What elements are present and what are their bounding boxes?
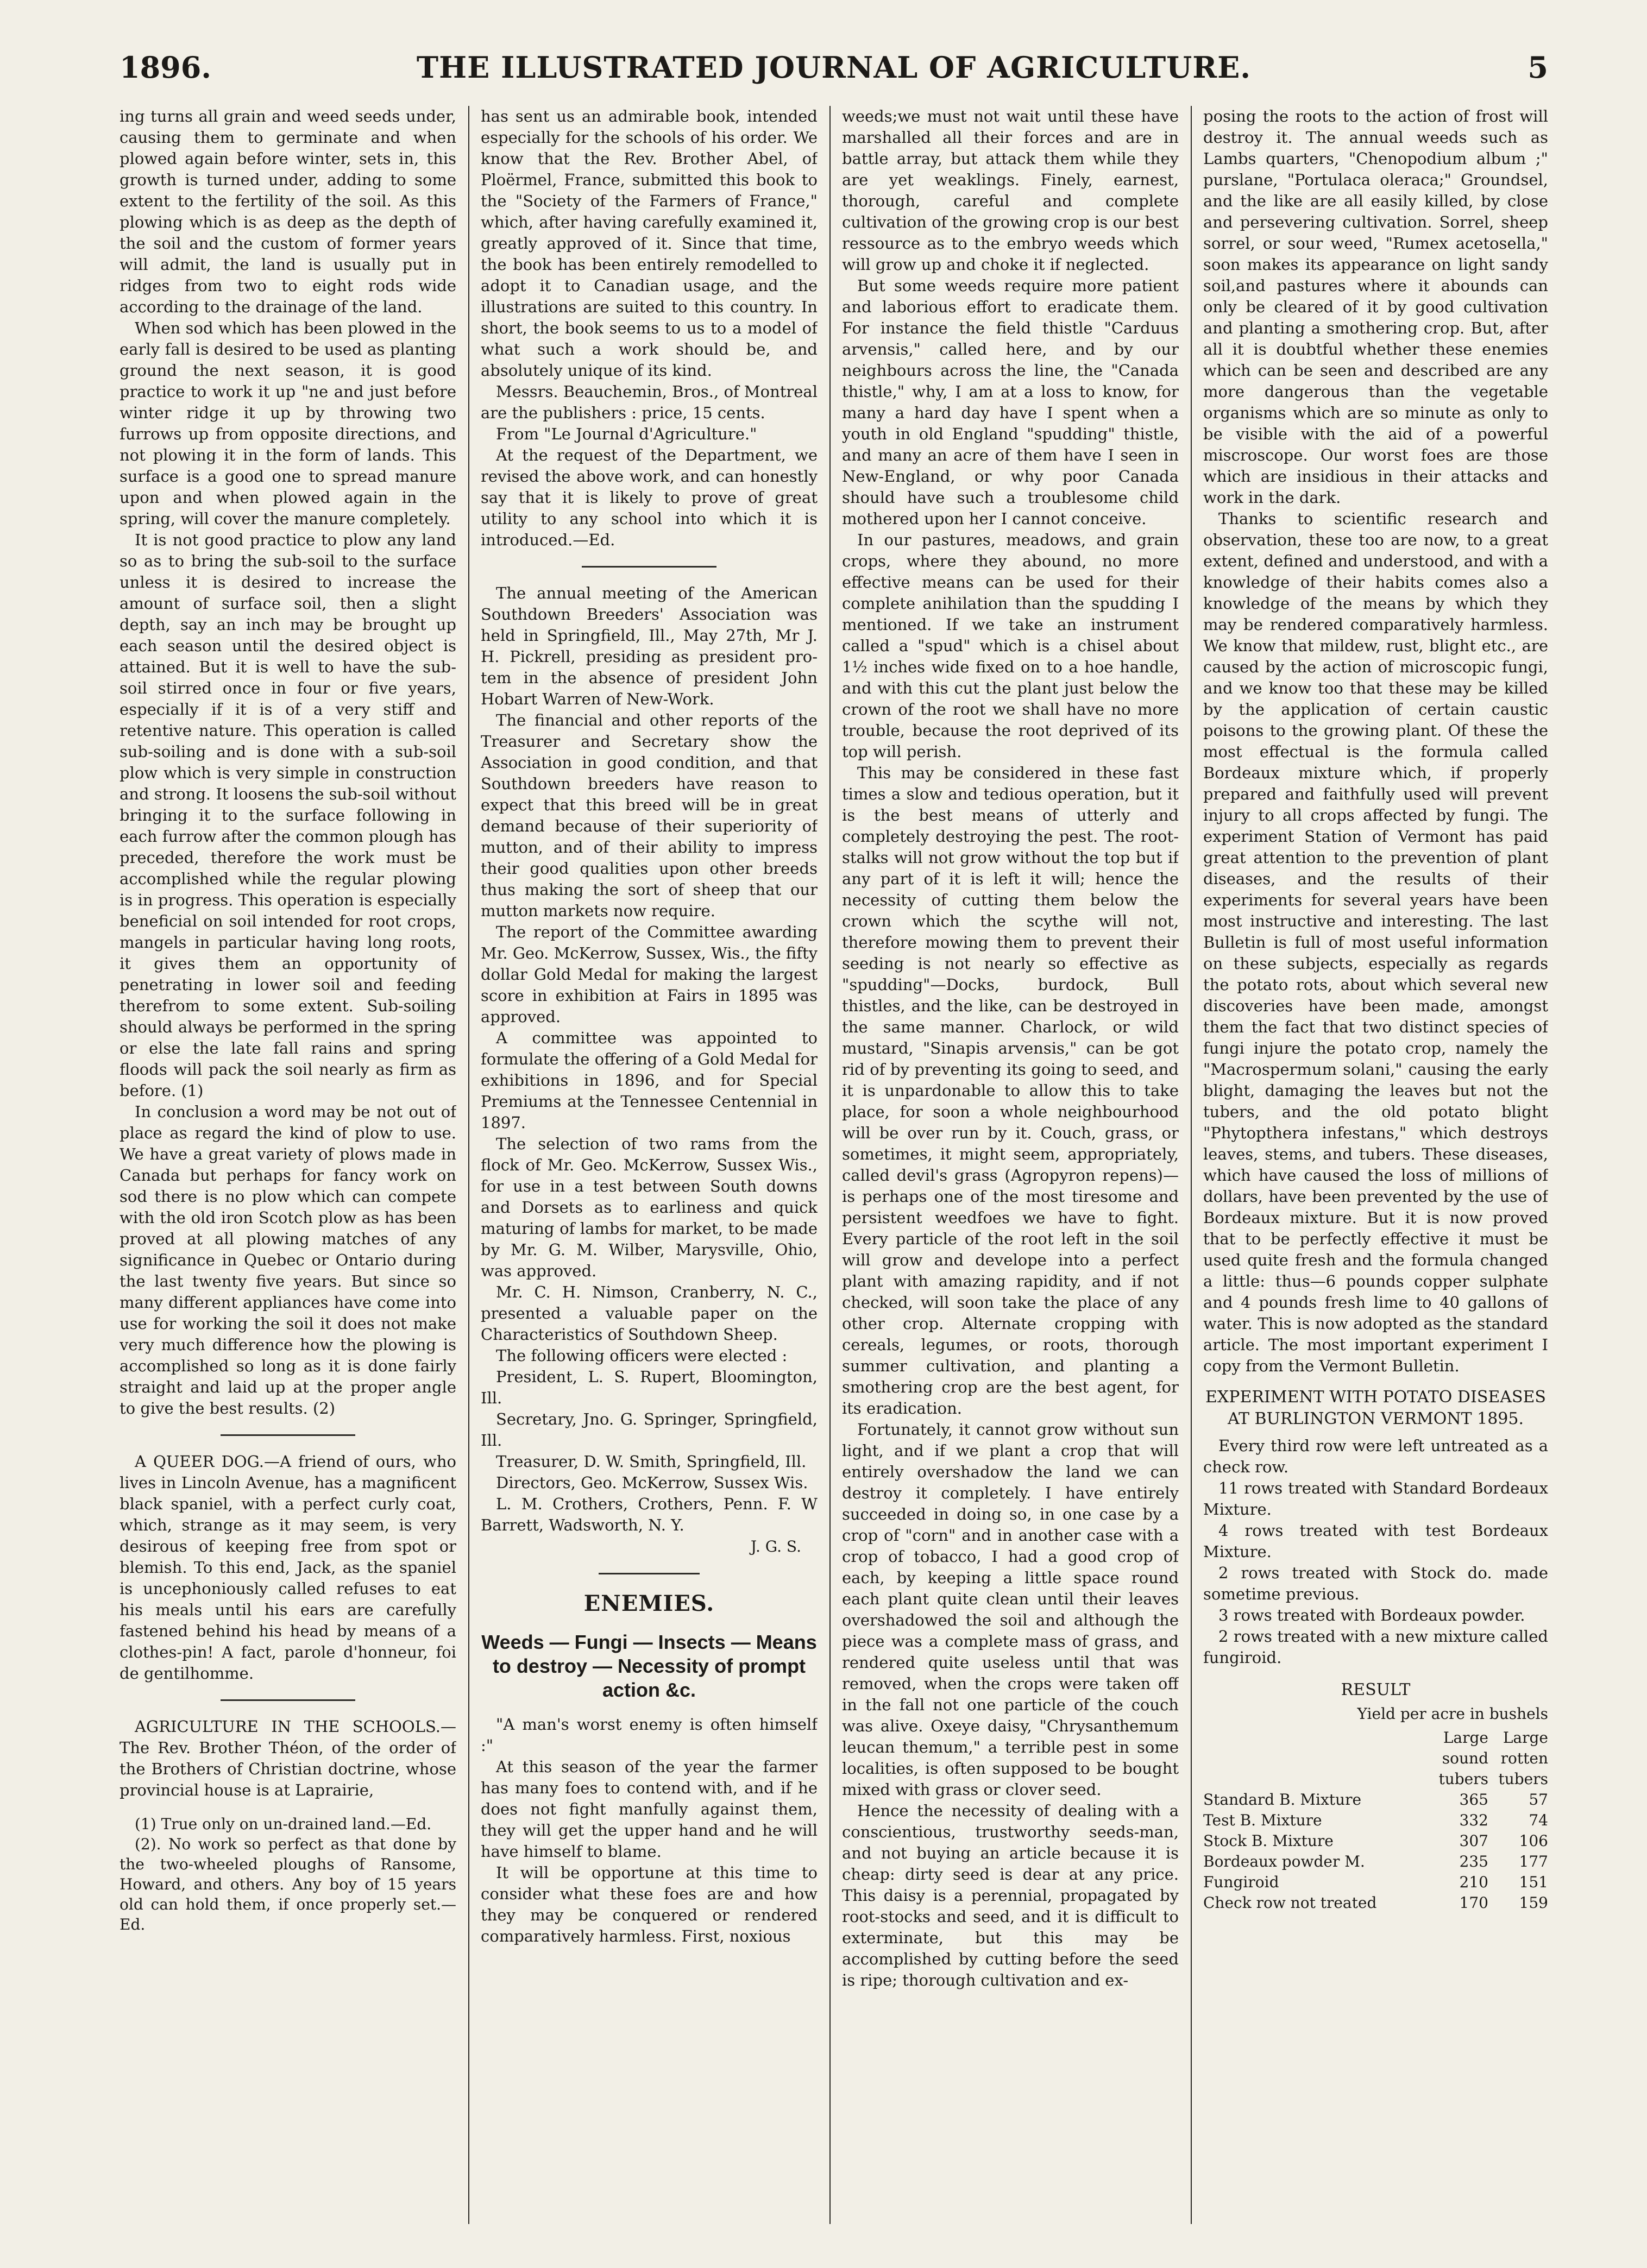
paragraph: "A man's worst enemy is often himself :" — [481, 1715, 818, 1755]
paragraph: But some weeds require more patient and laborious effort to eradicate them. For instance the field thistle "Carduus arvensis," called here, and by our neighbours across the line, the "Canada thistle," why, I am at a loss to know, for many a hard day have I spent when a youth in old England "spudding" thistle, and many an acre of them have I seen in New-England, or why poor Canada should have such a troublesome child mothered upon her I cannot conceive. — [842, 276, 1179, 528]
journal-title: THE ILLUSTRATED JOURNAL OF AGRICULTURE. — [416, 50, 1252, 85]
table-row — [1203, 1893, 1548, 1913]
row-label: Bordeaux powder M. — [1203, 1853, 1365, 1870]
column-rule — [1191, 106, 1192, 2224]
row-label: Stock B. Mixture — [1203, 1832, 1334, 1850]
column-rule — [829, 106, 831, 2224]
result-title: RESULT — [1341, 1680, 1411, 1699]
cell-sound: 332 — [1459, 1811, 1488, 1829]
paragraph: At this season of the year the farmer has many foes to contend with, and if he does not fight manfully against them, they will get the upper hand and he will have himself to blame. — [481, 1757, 818, 1861]
paragraph: This may be considered in these fast times a slow and tedious operation, but it is the best means of utterly and completely destroying the pest. The root-stalks will not grow without the top but if any part of it is left it will; hence the necessity of cutting them below the crown which the scythe will not, therefore mowing them to prevent their seeding is not nearly so effective as "spudding"—Docks, burdock, Bull thistles, and the like, can be destroyed in the same manner. Charlock, or wild mustard, "Sinapis arvensis," can be got rid of by preventing its going to seed, and it is unpardonable to allow this to take place, for soon a whole neighbourhood will be over run by it. Couch, grass, or sometimes, it might seem, appropriately, called devil's grass (Agropyron repens)—is perhaps one of the most tiresome and persistent weedfoes we have to fight. Every particle of the root left in the soil will grow and develope into a perfect plant with amazing rapidity, and if not checked, will soon take the place of any other crop. Alternate cropping with cereals, legumes, or roots, thorough summer cultivation, and planting a smothering crop are the best agent, for its eradication. — [842, 764, 1179, 1418]
paragraph: 3 rows treated with Bordeaux powder. — [1218, 1606, 1525, 1624]
paragraph: It is not good practice to plow any land so as to bring the sub-soil to the surface unless it is desired to increase the amount of surface soil, then a slight depth, say an inch may be brought up each season until the desired object is attained. But it is well to have the sub-soil stirred once in four or five years, especially if it is of a very stiff and retentive nature. This operation is called sub-soiling and is done with a sub-soil plow which is very simple in construction and strong. It loosens the sub-soil without bringing it to the surface following in each furrow after the common plough has preceded, therefore the work must be accomplished while the regular plowing is in progress. This operation is especially beneficial on soil intended for root crops, mangels in particular having long roots, it gives them an opportunity of penetrating in lower soil and feeding therefrom to some extent. Sub-soiling should always be performed in the spring or else the late fall rains and spring floods will pack the soil nearly as firm as before. (1) — [120, 531, 456, 1100]
column-3 — [842, 106, 1179, 2224]
cell-rotten: 151 — [1519, 1873, 1548, 1891]
cell-sound: 365 — [1459, 1791, 1488, 1809]
paragraph: Treasurer, D. W. Smith, Springfield, Ill. — [496, 1452, 807, 1471]
paragraph: posing the roots to the action of frost will destroy it. The annual weeds such as Lambs quarters, "Chenopodium album ;" purslane, "Portulaca oleraca;" Groundsel, and the like are all easily killed, by close and persevering cultivation. Sorrel, sheep sorrel, or sour weed, "Rumex acetosella," soon makes its appearance on light sandy soil,and pastures where it abounds can only be cleared of it by good cultivation and planting a smothering crop. But, after all it is doubtful whether these enemies which can be seen and described are any more dangerous than the vegetable organisms which are so minute as only to be visible with the aid of a powerful miscroscope. Our worst foes are those which are insidious in their attacks and work in the dark. — [1203, 107, 1548, 507]
paragraph: Directors, Geo. McKerrow, Sussex Wis. — [496, 1473, 808, 1492]
schools-item: AGRICULTURE IN THE SCHOOLS.—The Rev. Brother Théon, of the order of the Brothers of Christian doctrine, whose provincial house is at Laprairie, — [120, 1717, 456, 1799]
cell-rotten: 57 — [1529, 1791, 1548, 1809]
paragraph: Messrs. Beauchemin, Bros., of Montreal are the publishers : price, 15 cents. — [481, 382, 818, 422]
paragraph: It will be opportune at this time to consider what these foes are and how they may be conquered or rendered comparatively harmless. First, noxious — [481, 1863, 818, 1945]
cell-sound: 235 — [1459, 1853, 1488, 1870]
table-row — [1203, 1810, 1548, 1831]
cell-rotten: 74 — [1529, 1811, 1548, 1829]
queer-dog-item: A QUEER DOG.—A friend of ours, who lives in Lincoln Avenue, has a magnificent black spaniel, with a perfect curly coat, which, strange as it may seem, is very desirous of keeping free from spot or blemish. To this end, Jack, as the spaniel is uncephoniously called refuses to eat his meals until his ears are carefully fastened behind his head by means of a clothes-pin! A fact, parole d'honneur, foi de gentilhomme. — [120, 1452, 456, 1683]
paragraph: The financial and other reports of the Treasurer and Secretary show the Association in good condition, and that Southdown breeders have reason to expect that this breed will be in great demand because of their superiority of mutton, and of their ability to impress their good qualities upon other breeds thus making the sort of sheep that our mutton markets now require. — [481, 711, 818, 920]
footnote: (1) True only on un-drained land.—Ed. — [135, 1815, 432, 1833]
table-row — [1203, 1851, 1548, 1872]
paragraph: Fortunately, it cannot grow without sun light, and if we plant a crop that will entirely overshadow the land we can destroy it completely. I have entirely succeeded in doing so, in one case by a crop of "corn" and in another case with a crop of tobacco, I had a good crop of each, by keeping a little space round each plant quite clean until their leaves overshadowed the soil and although the piece was a complete mass of grass, and rendered quite useless until that was removed, when the crops were taken off in the fall not one particle of the couch was alive. Oxeye daisy, "Chrysanthemum leucan themum," a terrible pest in some localities, is often supposed to be bought mixed with grass or clover seed. — [842, 1420, 1179, 1799]
paragraph: has sent us an admirable book, intended especially for the schools of his order. We know that the Rev. Brother Abel, of Ploërmel, France, submitted this book to the "Society of the Farmers of France," which, after having carefully examined it, greatly approved of it. Since that time, the book has been entirely remodelled to adopt it to Canadian usage, and the illustrations are suited to this country. In short, the book seems to us to a model of what such a work should be, and absolutely unique of its kind. — [481, 107, 818, 380]
cell-sound: 307 — [1459, 1832, 1488, 1850]
paragraph: 4 rows treated with test Bordeaux Mixture. — [1203, 1521, 1548, 1561]
cell-sound: 170 — [1459, 1894, 1488, 1912]
paragraph: Secretary, Jno. G. Springer, Springfield, Ill. — [481, 1410, 818, 1450]
row-label: Test B. Mixture — [1203, 1811, 1322, 1829]
paragraph: 11 rows treated with Standard Bordeaux Mixture. — [1203, 1479, 1548, 1519]
cell-sound: 210 — [1459, 1873, 1488, 1891]
table-header-row — [1203, 1728, 1548, 1790]
paragraph: The annual meeting of the American Southdown Breeders' Association was held in Springfield, Ill., May 27th, Mr J. H. Pickrell, presiding as president pro-tem in the absence of president John Hobart Warren of New-Work. — [481, 584, 818, 708]
paragraph: The report of the Committee awarding Mr. Geo. McKerrow, Sussex, Wis., the fifty dollar Gold Medal for making the largest score in exhibition at Fairs in 1895 was approved. — [481, 923, 818, 1026]
experiment-heading: EXPERIMENT WITH POTATO DISEASES AT BURLINGTON VERMONT 1895. — [1205, 1388, 1546, 1428]
footnotes — [120, 1814, 456, 1935]
section-divider — [582, 566, 716, 568]
cell-rotten: 106 — [1519, 1832, 1548, 1850]
paragraph: President, L. S. Rupert, Bloomington, Ill. — [481, 1368, 818, 1407]
paragraph: When sod which has been plowed in the early fall is desired to be used as planting ground the next season, it is good practice to work it up "ne and just before winter ridge it up by throwing two furrows up from opposite directions, and not plowing it in the form of lands. This surface is a good one to spread manure upon and when plowed again in the spring, will cover the manure completely. — [120, 319, 456, 528]
section-subheading: Weeds — Fungi — Insects — Means to destroy — Necessity of prompt action &c. — [481, 1631, 817, 1701]
header-year: 1896. — [120, 50, 212, 85]
table-row — [1203, 1872, 1548, 1893]
paragraph: Mr. C. H. Nimson, Cranberry, N. C., presented a valuable paper on the Characteristics of Southdown Sheep. — [481, 1283, 818, 1344]
signature-initials: J. G. S. — [750, 1538, 801, 1555]
table-row — [1203, 1831, 1548, 1851]
column-2 — [481, 106, 818, 2224]
paragraph: At the request of the Department, we revised the above work, and can honestly say that it is likely to prove of great utility to any school into which it is introduced.—Ed. — [481, 446, 818, 549]
column-header: Large sound tubers — [1438, 1729, 1488, 1788]
column-1 — [120, 106, 456, 2224]
paragraph: In conclusion a word may be not out of place as regard the kind of plow to use. We have a great variety of plows made in Canada but perhaps for fancy work on sod there is no plow which can compete with the old iron Scotch plow as has been proved at all plowing matches of any significance in Quebec or Ontario during the last twenty five years. But since so many different appliances have come into use for working the soil it does not make very much difference how the plowing is accomplished so long as it is done fairly straight and laid up at the proper angle to give the best results. (2) — [120, 1102, 456, 1418]
paragraph: The selection of two rams from the flock of Mr. Geo. McKerrow, Sussex Wis., for use in a test between South downs and Dorsets as to earliness and quick maturing of lambs for market, to be made by Mr. G. M. Wilber, Marysville, Ohio, was approved. — [481, 1135, 818, 1280]
footnote: (2). No work so perfect as that done by the two-wheeled ploughs of Ransome, Howard, and others. Any boy of 15 years old can hold them, if once properly set.—Ed. — [120, 1835, 456, 1933]
paragraph: ing turns all grain and weed seeds under, causing them to germinate and when plowed again before winter, sets in, this growth is turned under, adding to some extent to the fertility of the soil. As this plowing which is as deep as the depth of the soil and the custom of former years will admit, the land is usually put in ridges from two to eight rods wide according to the drainage of the land. — [120, 107, 456, 316]
paragraph: From "Le Journal d'Agriculture." — [496, 425, 757, 443]
article-columns — [120, 106, 1548, 2224]
paragraph: 2 rows treated with Stock do. made sometime previous. — [1203, 1564, 1548, 1603]
section-divider — [599, 1573, 700, 1574]
paragraph: A committee was appointed to formulate the offering of a Gold Medal for exhibitions in 1896, and for Special Premiums at the Tennessee Centennial in 1897. — [481, 1029, 818, 1132]
table-row — [1203, 1790, 1548, 1810]
section-divider — [221, 1434, 355, 1436]
result-table — [1203, 1728, 1548, 1913]
paragraph: Thanks to scientific research and observation, these too are now, to a great extent, defined and understood, and with a knowledge of their habits comes also a knowledge of the means by which they may be rendered comparatively harmless. We know that mildew, rust, blight etc., are caused by the action of microscopic fungi, and we know too that these may be killed by the application of certain caustic poisons to the growing plant. Of these the most effectual is the formula called Bordeaux mixture which, if properly prepared and faithfully used will prevent injury to all crops affected by fungi. The experiment Station of Vermont has paid great attention to the prevention of plant diseases, and the results of their experiments for several years have been most instructive and interesting. The last Bulletin is full of most useful information on these subjects, especially as regards the potato rots, about which several new discoveries have been made, amongst them the fact that two distinct species of fungi injure the potato crop, namely the "Macrospermum solani," causing the early blight, damaging the leaves but not the tubers, and the old potato blight "Phytopthera infestans," which destroys leaves, stems, and tubers. These diseases, which have caused the loss of millions of dollars, have been prevented by the use of Bordeaux mixture. But it is now proved that to be perfectly effective it must be used quite fresh and the formula changed a little: thus—6 pounds copper sulphate and 4 pounds fresh lime to 40 gallons of water. This is now adopted as the standard article. The most important experiment I copy from the Vermont Bulletin. — [1203, 509, 1548, 1375]
row-label: Standard B. Mixture — [1203, 1791, 1362, 1809]
paragraph: weeds;we must not wait until these have marshalled all their forces and are in battle array, but attack them while they are yet weaklings. Finely, earnest, thorough, careful and complete cultivation of the growing crop is our best ressource as to the embryo weeds which will grow up and choke it if neglected. — [842, 107, 1179, 274]
row-label: Check row not treated — [1203, 1894, 1377, 1912]
paragraph: Hence the necessity of dealing with a conscientious, trustworthy seeds-man, and not buying an article because it is cheap: dirty seed is dear at any price. This daisy is a perennial, propagated by root-stocks and seed, and it is difficult to exterminate, but this may be accomplished by cutting before the seed is ripe; thorough cultivation and ex- — [842, 1801, 1179, 1989]
cell-rotten: 159 — [1519, 1894, 1548, 1912]
page-number: 5 — [1527, 50, 1548, 85]
section-heading: ENEMIES. — [583, 1591, 715, 1616]
cell-rotten: 177 — [1519, 1853, 1548, 1870]
result-caption: Yield per acre in bushels — [1357, 1705, 1548, 1723]
row-label: Fungiroid — [1203, 1873, 1279, 1891]
column-header: Large rotten tubers — [1498, 1729, 1548, 1788]
paragraph: The following officers were elected : — [496, 1346, 788, 1365]
paragraph: Every third row were left untreated as a check row. — [1203, 1437, 1548, 1476]
paragraph: In our pastures, meadows, and grain crops, where they abound, no more effective means can be used for their complete anihilation than the spudding I mentioned. If we take an instrument called a "spud" which is a chisel about 1½ inches wide fixed on to a hoe handle, and with this cut the plant just below the crown of the root we shall have no more trouble, because the root deprived of its top will perish. — [842, 531, 1179, 761]
column-4 — [1203, 106, 1548, 2224]
column-rule — [468, 106, 469, 2224]
paragraph: 2 rows treated with a new mixture called fungiroid. — [1203, 1627, 1548, 1667]
paragraph: L. M. Crothers, Crothers, Penn. F. W Barrett, Wadsworth, N. Y. — [481, 1495, 818, 1534]
section-divider — [221, 1699, 355, 1701]
page-header — [120, 50, 1548, 88]
